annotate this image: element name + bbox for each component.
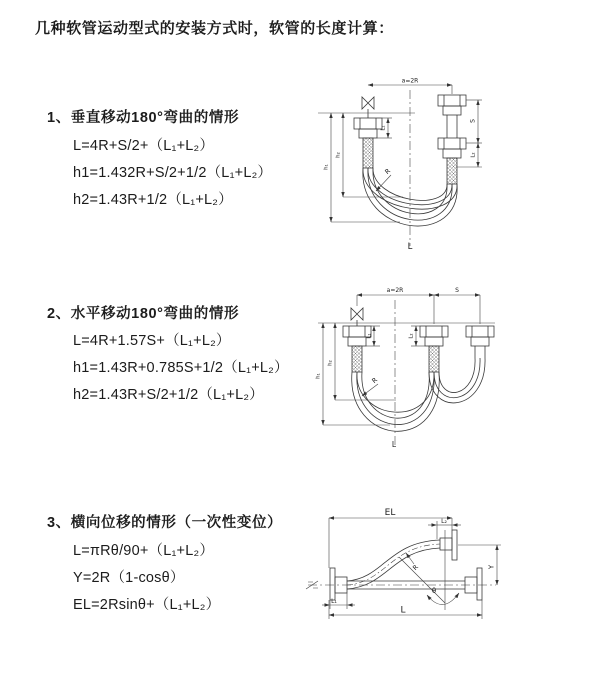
dimension-lines: [322, 518, 501, 619]
formula-line: L=4R+S/2+（L₁+L₂）: [73, 138, 215, 154]
formula-line: h1=1.432R+S/2+1/2（L₁+L₂）: [73, 165, 273, 181]
dim-label-h1: h₁: [323, 164, 330, 170]
dim-label-stroke: S: [469, 119, 477, 123]
formula-line: L=4R+1.57S+（L₁+L₂）: [73, 333, 231, 349]
dim-label-h2: h₂: [335, 152, 342, 158]
dim-label-l1: L₁: [380, 125, 387, 131]
section-1-heading: 1、垂直移动180°弯曲的情形: [47, 110, 240, 126]
valve-icon: [351, 308, 363, 320]
hose-drawing: [343, 300, 494, 448]
dim-label-length: L: [400, 605, 406, 616]
section-3-heading: 3、横向位移的情形（一次性变位）: [47, 515, 283, 531]
diagram-vertical-180-bend: [310, 72, 600, 260]
formula-line: L=πRθ/90+（L₁+L₂）: [73, 543, 215, 559]
dim-label-h2: h₂: [327, 360, 334, 366]
braided-hose-section: [447, 158, 457, 184]
braided-hose-section: [352, 346, 362, 372]
dim-label-length: L: [391, 440, 397, 449]
braided-hose-section: [363, 138, 373, 168]
braided-hose-section: [429, 346, 439, 372]
dim-label-l1: L₁: [366, 333, 373, 339]
dim-label-theta: θ: [431, 587, 437, 595]
dim-label-radius: R: [370, 375, 380, 385]
valve-icon: [362, 97, 374, 109]
section-2-heading: 2、水平移动180°弯曲的情形: [47, 306, 240, 322]
dim-label-l1: L₁: [331, 598, 337, 605]
dim-label-radius: R: [411, 563, 421, 573]
dimension-lines: [315, 295, 495, 425]
dim-label-length: L: [407, 242, 413, 252]
dim-label-el: EL: [384, 508, 396, 518]
dim-label-l2: L₂: [470, 152, 477, 158]
hose-drawing: [354, 90, 466, 246]
formula-line: h2=1.43R+S/2+1/2（L₁+L₂）: [73, 387, 264, 403]
dim-label-y: Y: [487, 564, 496, 570]
formula-line: h1=1.43R+0.785S+1/2（L₁+L₂）: [73, 360, 289, 376]
dim-label-width: a=2R: [386, 287, 404, 294]
dim-label-h1: h₁: [315, 373, 322, 379]
diagram-lateral-displacement: [300, 498, 600, 658]
formula-line: EL=2Rsinθ+（L₁+L₂）: [73, 597, 221, 613]
dim-label-l2: L₂: [441, 518, 447, 525]
page-title: 几种软管运动型式的安装方式时，软管的长度计算：: [35, 20, 394, 37]
dim-label-width: a=2R: [401, 77, 419, 85]
diagram-horizontal-180-bend: [310, 280, 600, 460]
dim-label-radius: R: [383, 166, 393, 176]
hose-drawing: [306, 530, 496, 600]
formula-line: Y=2R（1-cosθ）: [73, 570, 185, 586]
dim-label-stroke: S: [455, 287, 459, 294]
dim-label-l2: L₂: [408, 333, 415, 339]
formula-line: h2=1.43R+1/2（L₁+L₂）: [73, 192, 233, 208]
